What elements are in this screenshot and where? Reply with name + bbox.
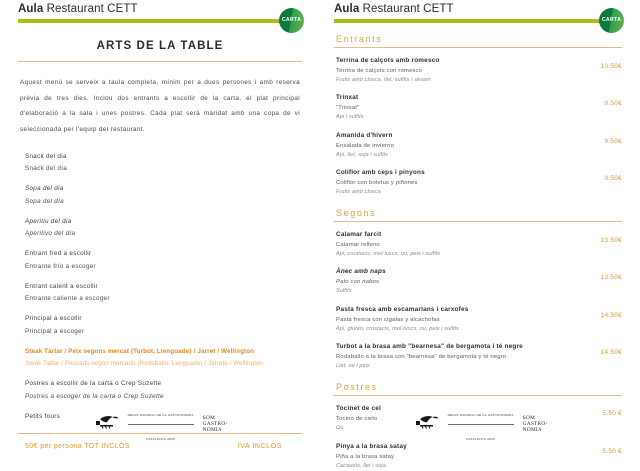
course-item [25,313,302,338]
gastro-line-2: CATALUNYA 2025 [466,437,496,442]
dish-name-es: "Trinxat" [336,105,360,112]
dish-row [334,230,622,259]
price-per-person: 50€ per persona TOT INCLÒS [25,443,130,451]
dish-price: 14.50€ [600,349,622,357]
gastronomy-region-label [448,401,514,447]
dish-price: 13.50€ [600,237,622,245]
course-item [25,281,302,306]
carta-badge-right [599,8,624,33]
dish-price: 9.50€ [604,100,622,108]
gastro-line-1: REGIÓ MUNDIAL DE LA GASTRONOMIA [127,413,194,418]
course-item-main-options [25,346,302,371]
dish-name-ca: Amanida d'hivern [336,131,393,139]
course-name-es: Postres a escoger de la carta o Crep Suzette [25,392,164,400]
brand-title-left [18,3,302,15]
dish-price: 14.50€ [600,311,622,319]
dish-allergens: Cacauets, llet i soja [336,462,386,469]
footer-right [320,401,640,447]
dish-name-es: Piña a la brasa satay [336,453,395,460]
course-item [25,183,302,208]
dish-price: 5.50 € [602,410,622,418]
menu-intro-text: Aquest menú se serveix a taula completa, mínim per a dues persones i amb reserva prèvia de tres dies. Inclou dos entrants a escollir de la carta, el plat principal d'elaboració a la sala i unes postres. Cada plat serà maridat amb una copa de vi seleccionada per l'equip del restaurant. [20,79,300,134]
masthead-left [18,0,302,23]
dish-name-ca: Calamar farcit [336,231,382,239]
dish-allergens: Ou [336,425,344,432]
gastronomy-region-label [128,401,194,447]
som-line-1: SOM [522,415,535,422]
dish-row [334,168,622,197]
course-name-ca: Petits fours [25,413,61,420]
dish-name-es: Coliflor con boletus y piñones [336,179,418,186]
course-item [25,248,302,273]
course-item [25,378,302,403]
section-divider [334,395,622,396]
section-divider [334,221,622,222]
menu-page-left [0,0,320,453]
dish-allergens: Api, llet, soja i sulfits [336,151,389,158]
course-list [18,151,302,424]
menu-page-right [320,0,640,469]
masthead-right [334,0,622,23]
page-title-arts-de-la-table: ARTS DE LA TABLE [96,40,224,52]
dish-name-ca: Pasta fresca amb escamarlans i carxofes [336,305,469,313]
dish-name-ca: Ànec amb naps [336,268,386,276]
dish-price: 10.50€ [600,63,622,70]
course-name-ca: Postres a escollir de la carta o Crep Suzette [25,380,162,388]
dish-name-ca: Coliflor amb ceps i pinyons [336,168,425,176]
dish-name-es: Pasta fresca con cigalas y alcachofas [336,316,440,323]
brand-rule-bar-left [18,16,302,23]
course-item [25,216,302,241]
dish-name-es: Ensalada de invierno [336,142,395,149]
dish-allergens: Sulfits [336,288,352,295]
section-heading: Entrants [336,34,383,44]
dish-name-ca: Trinxat [336,94,359,102]
som-line-2: GASTRO- [202,421,228,428]
dish-name-es: Pato con nabos [336,279,380,286]
course-name-es: Steak Tartar / Pescado según mercado (Rodaballo, Lenguado) / Jarrete / Wellington [25,360,263,368]
title-divider [18,61,302,62]
brand-name-strong: Aula [18,3,44,15]
dish-allergens: Fruits amb closca, llet, sulfits i sèsam [336,76,431,83]
dish-allergens: Api, gluten, crustacis, mol·luscs, ou, peix i sulfits [336,325,459,332]
som-line-1: SOM [202,415,215,422]
som-gastronomia-logo [203,415,228,433]
gastronomy-bird-logo-icon [413,414,439,434]
dish-name-es: Terrina de calçots con romesco [336,67,423,74]
dish-price: 13.50€ [600,274,622,282]
course-name-es: Snack del día [25,165,68,173]
course-name-es: Sopa del día [25,197,64,205]
brand-name-strong: Aula [334,3,360,15]
course-name-ca: Snack del dia [25,152,67,160]
gastro-divider [128,424,194,425]
course-name-es: Entrante caliente a escoger [25,295,110,303]
gastro-line-1: REGIÓ MUNDIAL DE LA GASTRONOMIA [447,413,514,418]
dish-name-ca: Pinya a la brasa satay [336,442,407,450]
dish-allergens: Api, crustacis, mol·luscs, ou, peix i sulfits [336,251,441,258]
dish-row [334,131,622,160]
dish-allergens: Fruits amb closca [336,188,381,195]
menu-section-segons [334,208,622,371]
course-name-es: Entrante frío a escoger [25,262,96,270]
dish-name-es: Rodaballo a la brasa con "bearnesa" de bergamota y té negro [336,354,507,360]
gastronomy-bird-logo-icon [93,414,119,434]
som-gastronomia-logo [523,415,548,433]
carta-badge-label: CARTA [601,16,622,23]
dish-name-es: Calamar relleno [336,242,380,249]
brand-rule-bar-right [334,16,622,23]
carta-badge-label: CARTA [281,16,302,23]
dish-allergens: Api i sulfits [336,114,364,121]
course-name-ca: Principal a escollir [25,315,82,323]
dish-price: 9.50€ [604,174,622,182]
dish-row [334,342,622,371]
tax-note: IVA INCLÒS [237,443,282,451]
carta-badge-left [279,8,304,33]
brand-name-rest: Restaurant CETT [46,3,138,15]
course-name-es: Aperitivo del día [25,230,76,238]
dish-name-ca: Turbot a la brasa amb "bearnesa" de bergamota i té negre [336,343,523,351]
brand-name-rest: Restaurant CETT [362,3,454,15]
course-name-ca: Entrant calent a escollir [25,282,98,290]
dish-row [334,56,622,85]
course-name-ca: Steak Tàrtar / Peix segons mercat (Turbot, Llenguado) / Jarret / Wellington [25,347,255,355]
section-heading: Postres [336,382,378,393]
dish-row [334,267,622,296]
dish-row [334,93,622,122]
dish-name-ca: Tocinet de cel [336,405,381,413]
dish-name-es: Tocino de cielo [336,416,378,423]
course-name-ca: Entrant fred a escollir [25,250,92,258]
dish-row [334,305,622,334]
course-name-es: Principal a escoger [25,327,85,335]
course-name-ca: Aperitiu del dia [25,217,72,225]
gastro-line-2: CATALUNYA 2025 [146,437,176,442]
dish-price: 5.50 € [602,447,622,455]
course-name-ca: Sopa del dia [25,185,64,193]
dish-price: 9.50€ [604,137,622,145]
dish-allergens: Llet, ou i peix [336,363,370,370]
section-heading: Segons [336,208,377,219]
course-item [25,151,302,176]
brand-title-right [334,3,622,15]
footer-left [0,401,320,447]
menu-section-entrants [334,34,622,197]
som-line-2: GASTRO- [522,421,548,428]
som-line-3: NOMIA [522,427,542,434]
dish-name-ca: Terrina de calçots amb romesco [336,57,440,64]
som-line-3: NOMIA [202,427,222,434]
section-divider [334,47,622,48]
gastro-divider [448,424,514,425]
